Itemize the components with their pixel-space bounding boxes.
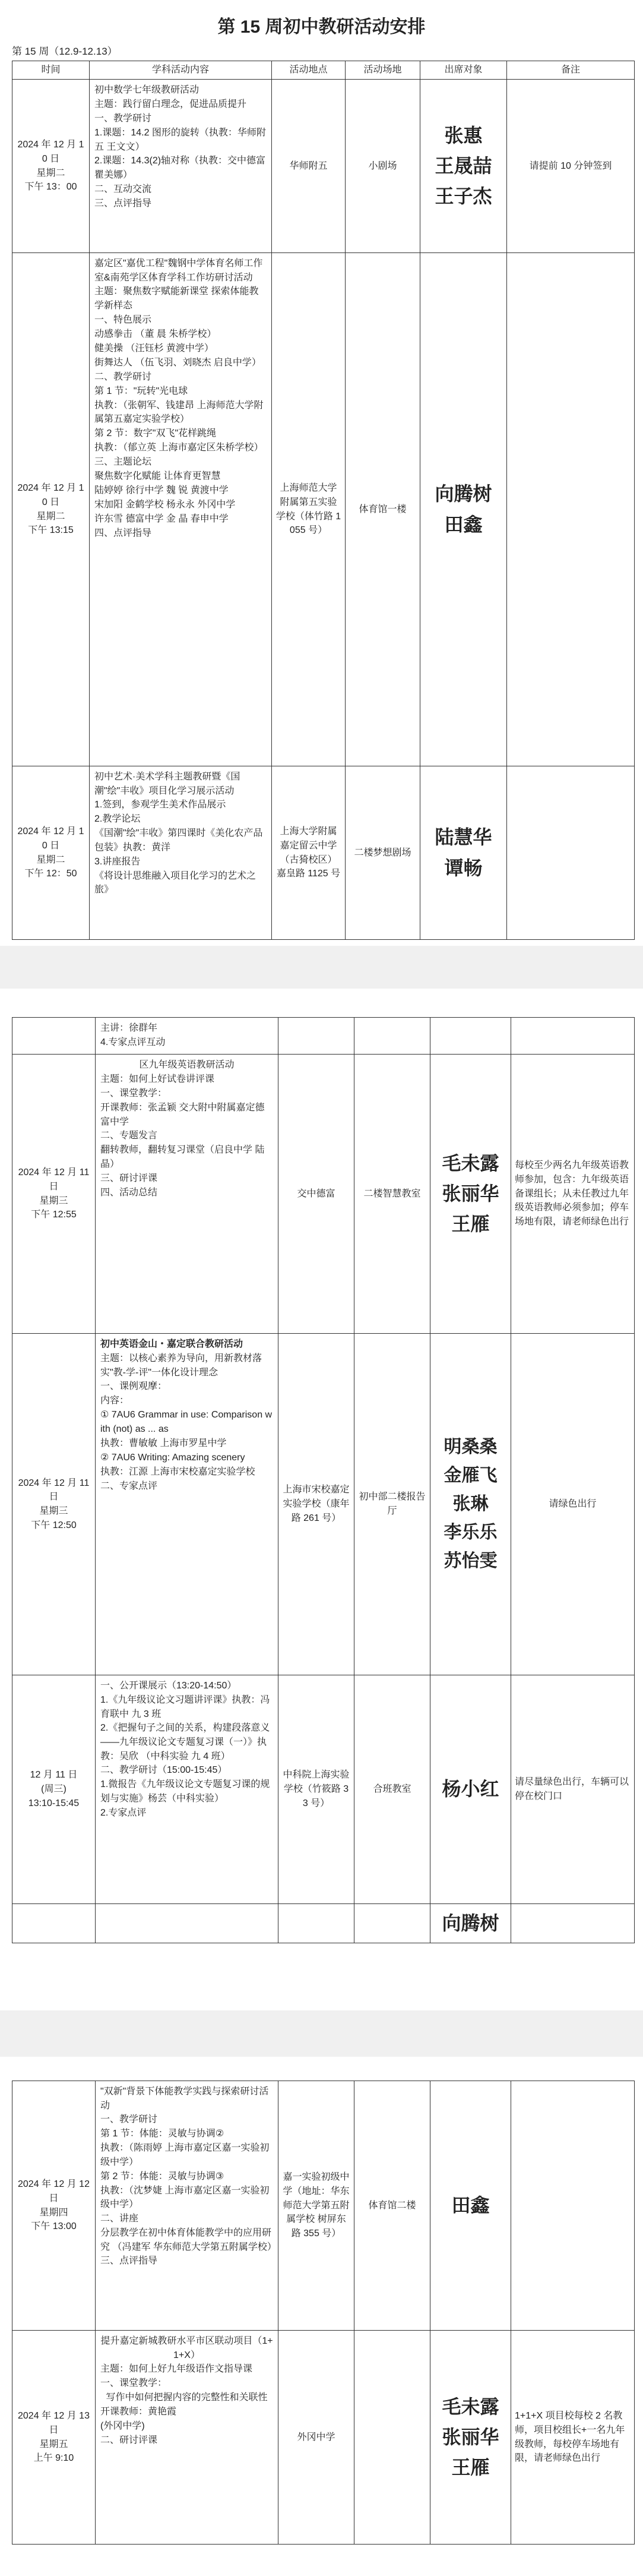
attendees-cell: 毛未露 张丽华 王雁 xyxy=(430,2331,511,2545)
remark-cell xyxy=(507,253,635,766)
content-cell: 一、公开课展示（13:20-14:50） 1.《九年级议论文习题讲评课》执教：冯育联中 九 3 班 2.《把握句子之间的关系，构建段落意义——九年级议论文专题复习课（一）》执教：吴欣 （中科实验 九 4 班） 二、教学研讨（15:00-15:45） 1.微报告《九年级议论文专题复习课的规划与实施》杨芸（中科实验） 2.专家点评 xyxy=(96,1675,278,1904)
attendees-cell: 毛未露 张丽华 王雁 xyxy=(430,1055,511,1334)
header-remark: 备注 xyxy=(507,61,635,80)
header-venue: 活动场地 xyxy=(346,61,420,80)
venue-cell xyxy=(354,1018,430,1055)
remark-cell xyxy=(511,2081,635,2331)
location-cell: 华师附五 xyxy=(272,80,346,253)
attendees-cell: 陆慧华 谭畅 xyxy=(420,766,507,940)
attendees-cell: 向腾树 田鑫 xyxy=(420,253,507,766)
content-cell xyxy=(96,1904,278,1943)
schedule-table-continued xyxy=(12,1017,635,1943)
content-cell: 提升嘉定新城教研水平市区联动项目（1+1+X） 主题：如何上好九年级语作文指导课 一、课堂教学： 写作中如何把握内容的完整性和关联性 开课教师：黄艳霞 (外冈中学) 二、研讨评课 xyxy=(96,2331,278,2545)
table-row xyxy=(12,1334,635,1675)
time-cell: 2024 年 12 月 11 日 星期三 下午 12:55 xyxy=(12,1055,96,1334)
content-cell: 嘉定区"嘉优工程"魏钢中学体育名师工作室&南苑学区体育学科工作坊研讨活动 主题：聚焦数字赋能新课堂 探索体能教学新样态 一、特色展示 动感拳击 （董 晨 朱桥学校） 健美操 （汪钰杉 黄渡中学） 街舞达人 （伍飞羽、刘晓杰 启良中学） 二、教学研讨 第 1 节："玩转"光电球 执教：（张朝军、钱建昂 上海师范大学附属第五嘉定实验学校） 第 2 节：数字"双飞"花样跳绳 执教：（郁立英 上海市嘉定区朱桥学校） 三、主题论坛 聚焦数字化赋能 让体育更智慧 陆婷婷 徐行中学 魏 锐 黄渡中学 宋加阳 金鹤学校 杨永永 外冈中学 许东雪 德富中学 金 晶 春申中学 四、点评指导 xyxy=(90,253,272,766)
remark-cell: 请绿色出行 xyxy=(511,1334,635,1675)
remark-cell xyxy=(511,1018,635,1055)
table-row xyxy=(12,1018,635,1055)
location-cell: 上海师范大学附属第五实验学校（体竹路 1055 号） xyxy=(272,253,346,766)
venue-cell: 体育馆二楼 xyxy=(354,2081,430,2331)
remark-cell: 1+1+X 项目校每校 2 名教师，项目校组长+一名九年级教师，每校停车场地有限，请老师绿色出行 xyxy=(511,2331,635,2545)
venue-cell: 体育馆一楼 xyxy=(346,253,420,766)
venue-cell: 合班教室 xyxy=(354,1675,430,1904)
content-cell: 初中艺术·美术学科主题教研暨《国潮"绘"丰收》项目化学习展示活动 1.签到，参观学生美术作品展示 2.教学论坛 《国潮"绘"丰收》第四课时《美化农产品包装》执教：黄洋 3.讲座报告 《将设计思维融入项目化学习的艺术之旅》 xyxy=(90,766,272,940)
table-row xyxy=(12,80,635,253)
location-cell: 外冈中学 xyxy=(278,2331,354,2545)
page-2 xyxy=(0,989,643,2010)
venue-cell: 初中部二楼报告厅 xyxy=(354,1334,430,1675)
table-row xyxy=(12,766,635,940)
time-cell xyxy=(12,1018,96,1055)
page-title: 第 15 周初中教研活动安排 xyxy=(217,17,426,37)
week-range: 第 15 周（12.9-12.13） xyxy=(12,46,118,57)
venue-cell xyxy=(354,2331,430,2545)
venue-cell: 二楼梦想剧场 xyxy=(346,766,420,940)
table-row xyxy=(12,1055,635,1334)
schedule-table xyxy=(12,61,635,940)
remark-cell xyxy=(507,766,635,940)
content-cell: 初中英语金山・嘉定联合教研活动 主题：以核心素养为导向，用新教材落实"教-学-评"一体化设计理念 一、课例观摩： 内容： ① 7AU6 Grammar in use: Comparison with (not) as ... as 执教：曹敏敏 上海市罗星中学 ② 7AU6 Writing: Amazing scenery 执教：江源 上海市宋校嘉定实验学校 二、专家点评 xyxy=(96,1334,278,1675)
venue-cell: 二楼智慧教室 xyxy=(354,1055,430,1334)
remark-cell xyxy=(511,1904,635,1943)
page-1 xyxy=(0,0,643,946)
attendees-cell: 明桑桑 金雁飞 张琳 李乐乐 苏怡雯 xyxy=(430,1334,511,1675)
location-cell: 中科院上海实验学校（竹筱路 33 号） xyxy=(278,1675,354,1904)
table-row xyxy=(12,2331,635,2545)
remark-cell: 请提前 10 分钟签到 xyxy=(507,80,635,253)
time-cell: 2024 年 12 月 13 日 星期五 上午 9:10 xyxy=(12,2331,96,2545)
content-cell: 初中数学七年级教研活动 主题：践行留白理念，促进品质提升 一、教学研讨 1.课题：14.2 图形的旋转（执教：华师附五 王文文） 2.课题：14.3(2)轴对称（执教：交中德富 瞿美娜） 二、互动交流 三、点评指导 xyxy=(90,80,272,253)
header-attendees: 出席对象 xyxy=(420,61,507,80)
time-cell: 12 月 11 日 (周三) 13:10-15:45 xyxy=(12,1675,96,1904)
time-cell: 2024 年 12 月 10 日 星期二 下午 12：50 xyxy=(12,766,90,940)
header-location: 活动地点 xyxy=(272,61,346,80)
page-gap xyxy=(0,946,643,989)
schedule-table-continued-2 xyxy=(12,2081,635,2545)
location-cell xyxy=(278,1018,354,1055)
attendees-cell: 张惠 王晟喆 王子杰 xyxy=(420,80,507,253)
attendees-cell: 杨小红 xyxy=(430,1675,511,1904)
time-cell: 2024 年 12 月 10 日 星期二 下午 13：00 xyxy=(12,80,90,253)
header-time: 时间 xyxy=(12,61,90,80)
venue-cell xyxy=(354,1904,430,1943)
location-cell: 交中德富 xyxy=(278,1055,354,1334)
venue-cell: 小剧场 xyxy=(346,80,420,253)
table-row xyxy=(12,2081,635,2331)
remark-cell: 请尽量绿色出行，车辆可以停在校门口 xyxy=(511,1675,635,1904)
remark-cell: 每校至少两名九年级英语教师参加，包含：九年级英语备课组长；从未任教过九年级英语教师必须参加；停车场地有限，请老师绿色出行 xyxy=(511,1055,635,1334)
location-cell: 上海大学附属嘉定留云中学（古猗校区）嘉皇路 1125 号 xyxy=(272,766,346,940)
time-cell: 2024 年 12 月 10 日 星期二 下午 13:15 xyxy=(12,253,90,766)
time-cell: 2024 年 12 月 11 日 星期三 下午 12:50 xyxy=(12,1334,96,1675)
location-cell xyxy=(278,1904,354,1943)
table-header-row xyxy=(12,61,635,80)
content-cell: 区九年级英语教研活动 主题：如何上好试卷讲评课 一、课堂教学： 开课教师：张孟颖 交大附中附属嘉定德富中学 二、专题发言 翻转教师，翻转复习课堂（启良中学 陆晶） 三、研讨评课 四、活动总结 xyxy=(96,1055,278,1334)
table-row xyxy=(12,253,635,766)
attendees-cell: 田鑫 xyxy=(430,2081,511,2331)
location-cell: 上海市宋校嘉定实验学校（康年路 261 号） xyxy=(278,1334,354,1675)
page-3 xyxy=(0,2057,643,2576)
attendees-cell xyxy=(430,1018,511,1055)
content-cell: 主讲：徐群年 4.专家点评互动 xyxy=(96,1018,278,1055)
attendees-cell: 向腾树 xyxy=(430,1904,511,1943)
header-content: 学科活动内容 xyxy=(90,61,272,80)
table-row xyxy=(12,1904,635,1943)
time-cell: 2024 年 12 月 12 日 星期四 下午 13:00 xyxy=(12,2081,96,2331)
page-gap xyxy=(0,2010,643,2057)
location-cell: 嘉一实验初级中学（地址：华东师范大学第五附属学校 树屏东路 355 号） xyxy=(278,2081,354,2331)
table-row xyxy=(12,1675,635,1904)
time-cell xyxy=(12,1904,96,1943)
content-cell: "双新"背景下体能教学实践与探索研讨活动 一、教学研讨 第 1 节：体能：灵敏与协调② 执教：（陈雨婷 上海市嘉定区嘉一实验初级中学） 第 2 节：体能：灵敏与协调③ 执教：（沈梦婕 上海市嘉定区嘉一实验初级中学） 二、讲座 分层教学在初中体育体能教学中的应用研究 （冯建军 华东师范大学第五附属学校） 三、点评指导 xyxy=(96,2081,278,2331)
